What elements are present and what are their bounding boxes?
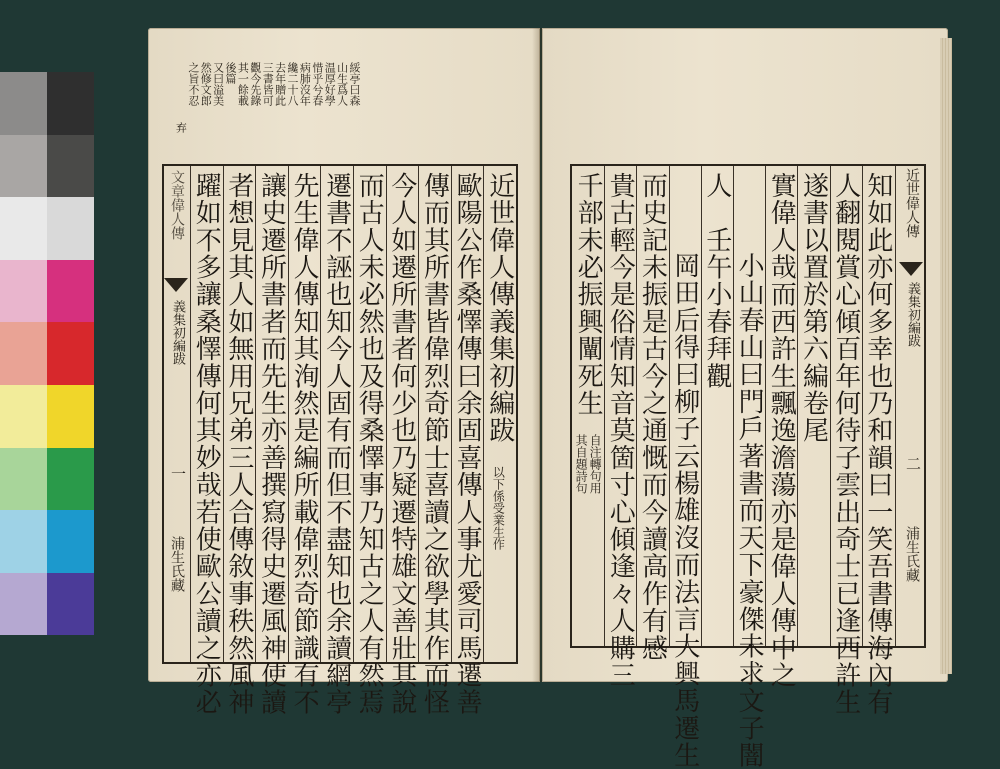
text-column: 岡田后得曰柳子云楊雄沒而法言大興馬遷生 <box>669 252 700 769</box>
headnote-line: 又曰溢美 <box>211 62 225 106</box>
headnote-line: 惜乎兮春 <box>310 62 324 106</box>
right-margin-column <box>895 166 926 646</box>
calibration-swatch <box>0 260 47 323</box>
calibration-swatch <box>0 72 47 135</box>
margin-section: 義集初編跋 <box>905 282 920 347</box>
calibration-swatch <box>0 385 47 448</box>
text-column: 而古人未必然也及得桑懌事乃知古之人有然焉 <box>354 172 385 716</box>
title-annotation: 以下係受業生作 <box>491 466 506 550</box>
calibration-row <box>0 448 94 511</box>
margin-page-number: 二 <box>904 456 922 471</box>
calibration-swatch <box>47 573 94 636</box>
page-edges <box>940 38 952 674</box>
inline-note: 自注轉句用 <box>588 434 603 494</box>
calibration-swatch <box>47 197 94 260</box>
text-column: 千部未必振興闡死生 <box>573 172 604 417</box>
text-column: 人 壬午小春拜觀 <box>701 172 732 390</box>
text-column: 傳而其所書皆偉烈奇節士喜讀之欲學其作而怪 <box>419 172 450 716</box>
text-column: 歐陽公作桑懌傳曰余固喜傳人事尤愛司馬遷善 <box>452 172 483 716</box>
column-rule <box>320 166 321 662</box>
column-rule <box>451 166 452 662</box>
column-rule <box>765 166 766 646</box>
calibration-row <box>0 135 94 198</box>
column-rule <box>288 166 289 662</box>
color-calibration-strip <box>0 72 94 636</box>
calibration-swatch <box>0 135 47 198</box>
calibration-swatch <box>47 448 94 511</box>
headnote-line: 弃 <box>174 122 188 133</box>
column-rule <box>797 166 798 646</box>
calibration-swatch <box>47 260 94 323</box>
calibration-row <box>0 72 94 135</box>
left-text-frame <box>162 164 518 716</box>
text-column: 實偉人哉而西許生飄逸澹蕩亦是偉人傳中之 <box>766 172 797 689</box>
calibration-row <box>0 197 94 260</box>
calibration-swatch <box>47 72 94 135</box>
text-column: 讓史遷所書者而先生亦善撰寫得史遷風神使讀 <box>256 172 287 716</box>
calibration-swatch <box>0 573 47 636</box>
headnote-line: 之旨不忍 <box>186 62 200 106</box>
column-rule <box>418 166 419 662</box>
headnote-line: 山生爲人 <box>335 62 349 106</box>
calibration-row <box>0 322 94 385</box>
calibration-swatch <box>0 448 47 511</box>
headnote-line: 三書皆可 <box>261 62 275 106</box>
column-rule <box>386 166 387 662</box>
column-rule <box>701 166 702 646</box>
headnote-line: 觀今先錄 <box>248 62 262 106</box>
text-column: 遷書不誣也知今人固有而但不盡知也余讀網亭 <box>321 172 352 716</box>
text-column: 而史記未振是古今之通慨而今讀高作有感 <box>637 172 668 662</box>
open-book <box>148 28 948 769</box>
inline-note: 其自題詩句 <box>574 434 589 494</box>
text-column: 遂書以置於第六編卷尾 <box>798 172 829 444</box>
headnote-line: 纔二十八 <box>286 62 299 106</box>
calibration-swatch <box>0 197 47 260</box>
calibration-swatch <box>0 510 47 573</box>
column-rule <box>830 166 831 646</box>
text-column: 知如此亦何多幸也乃和韻曰一笑吾書傳海內有 <box>862 172 893 716</box>
margin-publisher: 浦生氏藏 <box>169 536 185 592</box>
calibration-row <box>0 573 94 636</box>
headnote-annotation <box>170 62 360 162</box>
calibration-swatch <box>47 322 94 385</box>
headnote-line: 後篇 <box>224 62 237 84</box>
column-rule <box>636 166 637 646</box>
right-columns <box>572 166 894 769</box>
column-rule <box>255 166 256 662</box>
margin-title: 近世偉人傳 <box>904 168 920 238</box>
headnote-line: 温厚好學 <box>323 62 337 106</box>
calibration-swatch <box>0 322 47 385</box>
text-column: 先生偉人傳知其洵然是編所載偉烈奇節識有不 <box>289 172 320 716</box>
text-column: 貴古輕今是俗情知音莫箇寸心傾逢々人購三 <box>605 172 636 689</box>
headnote-line: 病肺沒年 <box>298 62 312 106</box>
text-column: 人翻閱賞心傾百年何待子雲出奇士已逢西許生 <box>830 172 861 716</box>
column-rule <box>669 166 670 646</box>
text-column: 小山春山曰門戶著書而天下豪傑未求文子闇 <box>734 252 765 769</box>
text-column: 近世偉人傳義集初編跋 <box>484 172 515 444</box>
calibration-row <box>0 260 94 323</box>
calibration-swatch <box>47 385 94 448</box>
right-text-frame <box>570 164 926 769</box>
calibration-swatch <box>47 510 94 573</box>
calibration-row <box>0 510 94 573</box>
column-rule <box>604 166 605 646</box>
column-rule <box>733 166 734 646</box>
left-columns <box>190 166 516 716</box>
column-rule <box>862 166 863 646</box>
calibration-swatch <box>47 135 94 198</box>
margin-publisher: 浦生氏藏 <box>904 526 920 582</box>
left-page <box>148 28 540 716</box>
column-rule <box>223 166 224 662</box>
headnote-line: 綏亭曰森 <box>348 62 361 106</box>
headnote-line: 然修文郎 <box>199 62 213 106</box>
margin-title: 文章偉人傳 <box>169 170 185 240</box>
left-margin-column <box>162 166 191 662</box>
column-rule <box>483 166 484 662</box>
right-page <box>542 28 948 769</box>
text-column: 者想見其人如無用兄弟三人合傳敘事秩然風神 <box>223 172 254 716</box>
fishtail-ornament <box>899 262 923 276</box>
headnote-line: 其一餘載 <box>236 62 250 106</box>
text-column: 躍如不多讓桑懌傳何其妙哉若使歐公讀之亦必 <box>191 172 222 716</box>
text-column: 今人如遷所書者何少也乃疑遷特雄文善壯其說 <box>386 172 417 716</box>
margin-page-number: 一 <box>169 466 187 481</box>
headnote-line: 去年贈此 <box>273 62 287 106</box>
fishtail-ornament <box>164 278 188 292</box>
column-rule <box>353 166 354 662</box>
margin-section: 義集初編跋 <box>170 300 185 365</box>
calibration-row <box>0 385 94 448</box>
